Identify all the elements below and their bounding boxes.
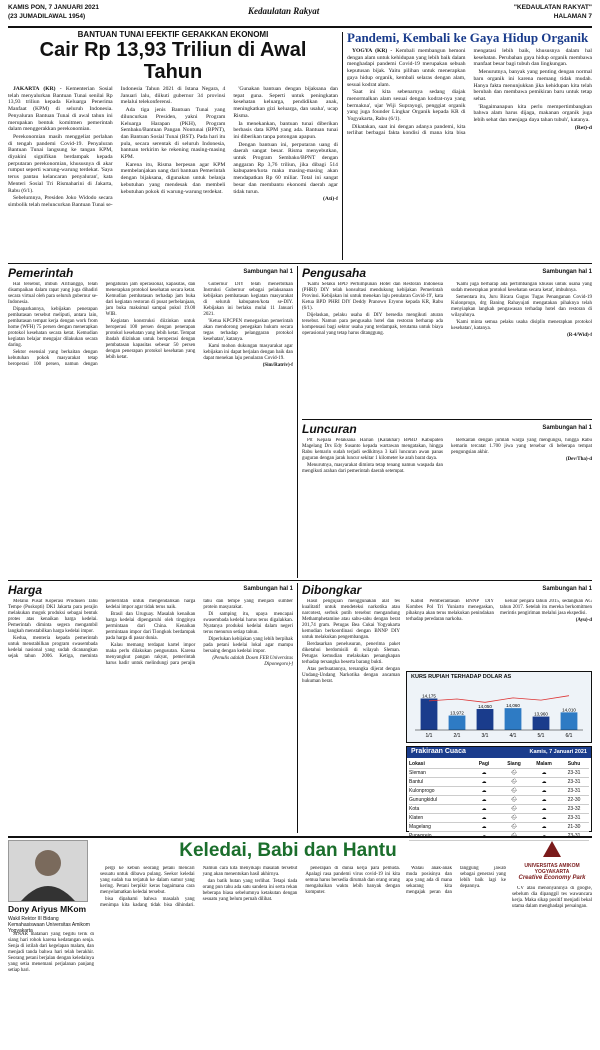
weather-cell: Gunungkidul [409, 797, 438, 803]
weather-cell: ☁ [481, 806, 487, 812]
lead-kicker: BANTUAN TUNAI EFEKTIF GERAKKAN EKONOMI [77, 30, 269, 39]
chart-data-label: 14,175 [422, 693, 436, 699]
section-para: Brasil dan Uruguay. Masalah kenaikan harga kedelai dipengaruhi oleh tingginya permintaan dari China. Kenaikan permintaan impor dari Tiongkok berdampak pada harga di pasar dunia. [105, 612, 196, 641]
lead-byline: JAKARTA (KR) - [13, 86, 62, 92]
weather-cell: 22-30 [567, 797, 581, 803]
side-body [347, 48, 592, 258]
chart-data-label: 14,010 [562, 707, 576, 713]
section-para: 'Kami minta semua pelaku usaha disiplin menerapkan protokol kesehatan', katanya. [451, 320, 592, 331]
weather-cell: 🌧 [510, 770, 518, 776]
chart-plot [407, 682, 591, 742]
weather-date: Kamis, 7 Januari 2021 [529, 749, 587, 755]
side-para: Menurutnya, banyak yang penting dengan normal baru organik ini karena memang tidak mudah. Hanya fakta menunjukkan jika kehidupan kita telah berubah dan membawa pemikiran baru untuk tetap sehat. [473, 69, 592, 102]
amikom-logo [512, 840, 592, 880]
opinion-headline: Keledai, Babi dan Hantu [179, 840, 397, 861]
weather-header-cell: Pagi [478, 761, 490, 767]
lead-para: Sebelumnya, Presiden Joko Widodo secara simbolik telah meluncurkan Bantuan Tunai se-Indonesia Tahun 2021 di Istana Negara, 4 Januari lalu, diikuti gubernur 34 provinsi melalui telekonferensi. [8, 86, 226, 208]
chart-tick-label: 5/1 [537, 733, 545, 739]
lead-para: Karena itu, Risma berpesan agar KPM membelanjakan uang dari bantuan Pemerintah dengan bijaksana, digunakan untuk belanja kebutuhan yang mendesak dan membeli kebutuhan pokok di warung-warung terdekat. [120, 161, 226, 195]
weather-cell: Kulonprogo [409, 788, 435, 794]
section-para: Kalau memang terdapat kartel impor maka perlu dilakukan pengusutan. Karena menyangkut pangan rakyat, pemerintah harus hadir untuk melindungi para perajin tahu dan tempe yang menjadi sumber protein masyarakat. [105, 599, 293, 666]
weather-cell: 🌧 [510, 815, 518, 821]
chart-data-label: 13,960 [534, 711, 548, 717]
opinion-para: penerapan di dunia kerja para pemuda. Apalagi rasa pandemi virus covid-19 ini kita semua harus bersedia dirumah dan orang orang mengabaikan waktu lebih banyak dengan komputer. [305, 866, 400, 895]
weather-cell: 🌧 [510, 788, 518, 794]
paper-logo: Kedaulatan Rakyat [248, 6, 320, 16]
section-para: Berkaitan dengan jumlah warga yang mengungsi, hingga Rabu kemarin tercatat 1.700 jiwa yang tersebar di beberapa tempat pengungsian akhir. [451, 438, 592, 455]
chart-tick-label: 1/1 [425, 733, 433, 739]
weather-row [409, 778, 589, 787]
weather-cell: ☁ [481, 770, 487, 776]
continued-label: Sambungan hal 1 [542, 425, 592, 431]
chart-tick-label: 6/1 [565, 733, 573, 739]
section-para: Melalui Pusat Koperasi Produsen Tahu Tempe (Puskopti) DKI Jakarta para perajin melakukan mogok produksi sebagai bentuk protes atas kenaikan harga kedelai. Pemerintah diminta segera mengambil langkah menstabilkan harga kedelai impor. [8, 599, 98, 634]
section-para: keluar penjara tahun 2015, sedangkan AG tahun 2017. Setelah itu mereka berkomitmen merintis pengiriman melalui jasa ekspedisi. [500, 599, 592, 616]
side-para: 'Bagaimanapun kita perlu mempertimbangkan bahwa alam harus dijaga, makanan organik juga lebih sehat dan menjaga daya tahan tubuh', katanya. [473, 103, 592, 124]
weather-cell: 21-30 [567, 824, 581, 830]
weather-cell: ☁ [481, 797, 487, 803]
section-para: 'Ketua KPCPEN menegaskan pemerintah akan mendorong penegakan hukum secara tegas terhadap pelanggaran protokol kesehatan', katanya. [203, 319, 293, 342]
continued-label: Sambungan hal 1 [243, 586, 293, 592]
weather-row [409, 814, 589, 823]
weather-header-cell: Siang [507, 761, 521, 767]
chart-bar [533, 717, 550, 730]
lead-article [8, 30, 338, 262]
weather-cell: Magelang [409, 824, 431, 830]
chart-series-line [429, 696, 569, 703]
chart-data-label: 13,972 [450, 710, 464, 716]
weather-cell: 🌧 [510, 779, 518, 785]
weather-header-row [409, 760, 589, 769]
weather-cell: ☁ [481, 815, 487, 821]
section-para: Dipaparkannya, kebijakan penerapan pembatasan tersebut meliputi, antara lain, pembatasan tempat kerja dengan work from home (WFH) 75 persen dengan menerapkan protokol kesehatan secara ketat. Kemudian kegiatan belajar mengajar dilakukan secara daring. [8, 307, 98, 348]
lead-credit: (Ati)-f [323, 196, 338, 203]
weather-row [409, 823, 589, 832]
section-para: Hal tersebut, imbuh Arifianggo, telah disampaikan dalam rapat yang juga dihadiri secara virtual oleh para seluruh gubernur se-Indonesia. [8, 282, 98, 305]
weather-cell: ☁ [481, 788, 487, 794]
opinion-para: dan batik hutan yang terlihat. Tetapi tiada orang pun tahu ada satu sandera ini serta rekan beberapa biasa sebelumnya ketakutan dengan sesuatu yang belum pernah dilihat. [202, 879, 298, 902]
side-credit: (Ret)-d [574, 124, 592, 131]
section-para: Di samping itu, upaya mencapai swasembada kedelai harus terus digalakkan. Nyatanya produksi kedelai dalam negeri terus menurun setiap tahun. [203, 612, 293, 635]
opinion-para: pergi ke kebun seorang petani mencari sesuatu untuk dibawa pulang. Seekor keledai yang sudah tua terjatuh ke dalam sumur yang kering. Petani berpikir keras bagaimana cara menyelamatkan keledai tersebut. [100, 866, 195, 895]
continued-label: Sambungan hal 1 [542, 586, 592, 592]
side-para: 'Saat ini kita sebenarnya sedang diajak menormalkan alam sesuai dengan kodrat-nya yang bermakna', ujar Wiji Suprayogi, penggiat organik yang juga founder Lingkar Organik kepada KR di Yogyakarta, Rabu (6/1). [347, 89, 466, 123]
section-para: 'Kami juga berharap ada pertimbangan khusus untuk usaha yang sudah menerapkan protokol kesehatan secara ketat', imbuhnya. [451, 282, 592, 293]
kurs-chart [406, 671, 592, 743]
chart-data-label: 14,050 [478, 704, 492, 709]
opinion-para: bisa dipahami bahwa masalah yang menimpa kita kadang tidak bisa dihindari. Namun cara kita menyikapi masalah tersebut yang akan menentukan hasil akhirnya. [100, 866, 298, 908]
weather-row [409, 787, 589, 796]
masthead [8, 4, 592, 26]
section-label: Pemerintah [8, 266, 74, 280]
page-number: HALAMAN 7 [553, 13, 592, 20]
section-para: Dijelaskan, pelaku usaha di DIY bersedia mengikuti aturan tersebut. Namun para pengusaha hotel dan restoran berharap ada kompensasi bagi sektor usaha yang terdampak, terutama untuk biaya operasional yang tetap harus ditanggung. [302, 313, 443, 336]
weather-cell: ☁ [541, 824, 547, 830]
weather-table [409, 760, 589, 841]
section-label: Dibongkar [302, 583, 362, 597]
weather-row [409, 769, 589, 778]
chart-tick-label: 2/1 [453, 733, 461, 739]
section-credit: (Sim/Ratriv)-f [262, 363, 293, 368]
section-para: Sementara itu, Juru Bicara Gugus Tugas Penanganan Covid-19 Kulonprogo, drg Baning Rahayujati mengatakan pihaknya telah menyiapkan langkah pengawasan terhadap hotel dan restoran di wilayahnya. [451, 295, 592, 318]
weather-cell: Klaten [409, 815, 424, 821]
weather-row [409, 805, 589, 814]
weather-cell: 23-31 [567, 815, 581, 821]
lead-para: Kementerian Sosial telah menyalurkan Bantuan Tunai senilai Rp 13,93 triliun kepada Keluarga Penerima Manfaat (KPM) di seluruh Indonesia. Penyaluran Bantuan Tunai di awal tahun ini merupakan bentuk komitmen pemerintah dalam menggerakkan perekonomian. [8, 86, 113, 133]
weather-cell: ☁ [481, 779, 487, 785]
paper-name: "KEDAULATAN RAKYAT" [513, 4, 592, 11]
section-harga [8, 583, 293, 833]
weather-cell: 23-31 [567, 788, 581, 794]
weather-cell: 🌧 [510, 797, 518, 803]
weather-cell: 🌧 [510, 824, 518, 830]
section-credit: (Dev/Tha)-d [565, 457, 592, 462]
continued-label: Sambungan hal 1 [542, 269, 592, 275]
section-label: Harga [8, 583, 43, 597]
weather-box [406, 746, 592, 832]
chart-data-label: 14,060 [506, 703, 520, 709]
weather-header-cell: Malam [536, 761, 552, 767]
issue-date: KAMIS PON, 7 JANUARI 2021 [8, 4, 100, 11]
opinion-para: CV atau menonyaninya di google, sebelum dia dipanggil tes wawancara kerja. Maka sikap positif menjadi bekal utama dalam menghadapi persaingan. [512, 886, 592, 909]
weather-cell: 23-31 [567, 779, 581, 785]
lead-para: 'Gunakan bantuan dengan bijaksana dan tepat guna. Seperti untuk peningkatan kesehatan keluarga, pendidikan anak, meningkatkan gizi keluarga, dan usaha', ucap Risma. [233, 86, 338, 119]
section-pengusaha [302, 266, 592, 416]
chart-tick-label: 3/1 [481, 733, 489, 739]
weather-header-cell: Lokasi [409, 761, 425, 767]
section-para: Kami mohon dukungan masyarakat agar kebijakan ini dapat berjalan dengan baik dan dapat menekan laju penularan Covid-19. [203, 344, 293, 361]
side-byline: YOGYA (KR) - [352, 48, 393, 54]
opinion-para: SINAR matahari yang begitu terik di siang hari rohok karena kedatangan senja. Senja di istilah dari kegelapan malam, dan menjadi tanda bahwa hari telah berakhir. Seorang petani berjalan dengan keledainya yang setia menemani perjalanan panjang setiap hari. [8, 932, 94, 973]
section-pemerintah [8, 266, 293, 576]
weather-cell: Kota [409, 806, 420, 812]
weather-cell: ☁ [541, 815, 547, 821]
weather-cell: ☁ [541, 797, 547, 803]
section-luncuran [302, 422, 592, 577]
section-credit: (Penulis adalah Dosen FEB Universitas Diponegoro)-f [212, 656, 293, 667]
weather-header-cell: Suhu [567, 761, 581, 767]
chart-tick-label: 4/1 [509, 733, 517, 739]
opinion-article [8, 840, 592, 1046]
section-label: Pengusaha [302, 266, 367, 280]
section-para: Kabid Pemberantasan BNNP DIY Kombes Pol Tri Yuniarto menegaskan, pihaknya akan terus melakukan penindakan terhadap peredaran narkoba. [406, 599, 494, 622]
lead-para: Dengan bantuan ini, perputaran uang di daerah sangat besar. Risma menyebutkan, untuk Program Sembako/BPNT dengan anggaran Rp 3,76 triliun, jika dibagi 514 kabupaten/kota maka masing-masing akan mendapatkan Rp 60 miliar. Total ini sangat besar dan membantu ekonomi daerah agar tidak turun. [233, 141, 338, 195]
section-para: Kedua, menteria kepada pemerintah untuk menstabilkan program swasembada kedelai nasional yang sudah dicanangkan sejak tahun 2006. Ketiga, meminta pemerintah untuk mengendalikan harga kedelai impor agar tidak terus naik. [8, 599, 196, 659]
lead-para: Ia menekankan, bantuan tunai diberikan berbasis data KPM yang ada. Bantuan tunai ini diberikan tanpa potongan apapun. [233, 120, 338, 140]
amikom-emblem-icon [542, 840, 562, 858]
section-para: Kegiatan konstruksi diizinkan untuk beroperasi 100 persen dengan penerapan protokol kesehatan yang lebih ketat. Tempat ibadah diizinkan untuk beroperasi dengan pembatasan kapasitas sebesar 50 persen dengan penerapan protokol kesehatan yang lebih ketat. [105, 319, 196, 360]
section-para: Atas perbuatannya, tersangka dijerat dengan Undang-Undang Narkotika dengan ancaman hukuman berat. [302, 667, 400, 684]
section-para: Sektor esensial yang berkaitan dengan kebutuhan pokok masyarakat tetap beroperasi 100 persen, namun dengan pengaturan jam operasional, kapasitas, dan menerapkan protokol kesehatan secara ketat. Kemudian pembatasan terhadap jam buka dari kegiatan restoran di pusat perbelanjaan, jam buka maksimal sampai pukul 19.00 WIB. [8, 282, 196, 367]
section-credit: (Ayu)-d [575, 618, 592, 623]
side-headline: Pandemi, Kembali ke Gaya Hidup Organik [347, 30, 589, 45]
weather-cell: 23-31 [567, 770, 581, 776]
weather-cell: ☁ [541, 806, 547, 812]
chart-bar [477, 709, 494, 730]
univ-tagline: Creative Economy Park [518, 875, 586, 881]
chart-bar [561, 712, 578, 730]
section-credit: (R-4/Wid)-f [567, 333, 592, 338]
weather-cell: ☁ [541, 779, 547, 785]
side-para: Dikatakan, saat ini dengan adanya pandemi, kita terlihat berbagai fakta kondisi di mana kita bisa mengatasi lebih baik, khususnya dalam hal kesehatan. Perubahan gaya hidup organik membawa manfaat besar bagi tubuh dan lingkungan. [347, 48, 592, 137]
chart-bar [421, 699, 438, 731]
section-para: Hasil pengujian menggunakan alat tes kualitatif untuk mendeteksi narkotika atau narcotest, serbuk putih tersebut mengandung Methamphetamine atau sabu-sabu dengan berat 201,74 gram. Petugas Bea Cukai Yogyakarta kemudian berkoordinasi dengan BNNP DIY untuk melakukan pengembangan. [302, 599, 400, 640]
author-name: Dony Ariyus MKom [8, 904, 87, 914]
section-para: Gubernur DIY telah menerbitkan Instruksi Gubernur sebagai pelaksanaan kebijakan pembatasan kegiatan masyarakat di seluruh kabupaten/kota se-DIY. Kebijakan ini berlaku mulai 11 Januari 2021. [203, 282, 293, 317]
section-para: Diperlukan kebijakan yang lebih berpihak pada petani kedelai lokal agar mampu bersaing dengan kedelai impor. [203, 637, 293, 654]
univ-name: UNIVERSITAS AMIKOM YOGYAKARTA [524, 863, 580, 875]
continued-label: Sambungan hal 1 [243, 269, 293, 275]
weather-title: Prakiraan Cuaca [411, 748, 466, 755]
lead-body [8, 86, 338, 281]
author-photo [8, 840, 88, 902]
weather-cell: ☁ [481, 824, 487, 830]
weather-cell: ☁ [541, 770, 547, 776]
side-article [347, 30, 592, 262]
lead-para: Perekonomian masih menggeliat perlahan di tengah pandemi Covid-19. Penyaluran Bantuan Tunai langsung ke tangan KPM, diyakini signifikan berdampak kepada perputaran perekonomian, khususnya di akar rumput seperti warung-warung terdekat. 'Saya terus pantau kelancaran penyaluran', kata Menteri Sosial Tri Rismaharini di Jakarta, Rabu (6/1). [8, 133, 113, 194]
section-para: 'Kami Selaku BPD Perhimpunan Hotel dan Restoran Indonesia (PHRI) DIY telah konsultasi mendukung kebijakan Pemerintah Provinsi. Kebijakan ini untuk menekan laju penularan Covid-19', kata Ketua BPD PHRI DIY Deddy Pranowo Eryono kepada KR, Rabu (6/1). [302, 282, 443, 311]
section-para: Berdasarkan penelusuran, penerima paket diketahui berdomisili di wilayah Sleman. Petugas kemudian melakukan penangkapan terhadap tersangka beserta barang bukti. [302, 642, 400, 665]
opinion-para: Walau anak-anak muda posisinya dan apa yang ada di mana sekarang kita mengajak peran dan tanggung jawab sebagai generasi yang lebih baik lagi ke depannya. [406, 866, 506, 895]
hijri-date: (23 JUMADILAWAL 1954) [8, 13, 86, 20]
lead-para: Ada tiga jenis Bantuan Tunai yang diluncurkan Presiden, yakni Program Keluarga Harapan (PKH), Program Sembako/Bantuan Pangan Nontunai (BPNT), dan Bantuan Sosial Tunai (BST). Pada hari itu pula, secara serentak di seluruh Indonesia, bantuan terkirim ke rekening masing-masing KPM. [120, 107, 226, 161]
chart-bar [505, 708, 522, 730]
weather-cell: 23-32 [567, 806, 581, 812]
lead-headline: Cair Rp 13,93 Triliun di Awal Tahun [39, 39, 307, 83]
weather-cell: 🌧 [510, 806, 518, 812]
author-role: Wakil Rektor III Bidang Kemahasiswaan Universitas Amikom Yogyakarta [8, 916, 90, 934]
weather-row [409, 796, 589, 805]
weather-cell: ☁ [541, 788, 547, 794]
section-para: Menurutnya, masyarakat diminta tetap tenang namun waspada dan mengikuti arahan dari pemerintah daerah setempat. [302, 463, 443, 474]
side-para: Kembali membangun hemoni dengan alam untuk kehidupan yang lebih baik dalam menghadapi pandemi Covid-19 merupakan sebuah keputusan bijak. Yaitu pilihan untuk menerapkan gaya hidup organik, kembali selaras dengan alam, sesuai kodrat alam. [347, 48, 466, 88]
section-para: Plt Kepala Pelaksana Harian (Kalakhar) BPBD Kabupaten Magelang Drs Edy Susanto kepada wartawan mengatakan, hingga Rabu kemarin sudah terjadi sedikitnya 3 kali luncuran awan panas guguran dengan jarak luncur sekitar 1 kilometer ke arah barat daya. [302, 438, 443, 461]
chart-title: KURS RUPIAH TERHADAP DOLAR AS [411, 674, 512, 680]
weather-cell: Bantul [409, 779, 424, 785]
section-label: Luncuran [302, 422, 357, 436]
weather-cell: Sleman [409, 770, 426, 776]
section-dibongkar [302, 583, 592, 833]
chart-bar [449, 716, 466, 730]
